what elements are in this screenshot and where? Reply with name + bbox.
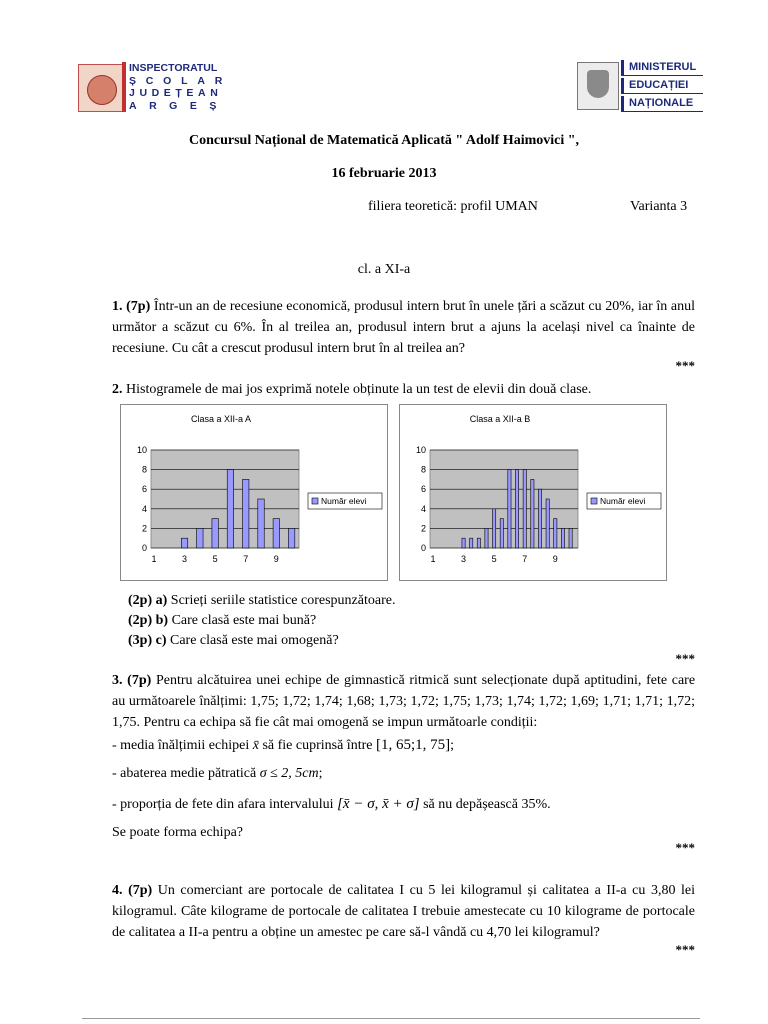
histogram-bar [470,538,473,548]
minister-line-2: EDUCAȚIEI [621,78,703,94]
condition-3-math: [x̄ − σ, x̄ + σ] [337,796,420,812]
varianta-label: Varianta 3 [630,199,688,214]
histogram-class-b [399,404,667,581]
condition-3-text-2: să nu depășească 35%. [423,797,551,812]
problem-1-text: Într-un an de recesiune economică, produsul intern brut în unele țări a scăzut cu 20%, iar în anul următor a scăzut cu 6%. În al treilea an, produsul intern brut a ajuns la același nivel ca înainte de recesiune. Cu cât a crescut produsul intern brut în al treilea an? [112,299,696,356]
problem-1-number: 1. [112,299,123,314]
y-tick-label: 2 [141,523,147,534]
problem-2-b-points: (2p) b) [128,613,169,628]
y-tick-label: 0 [141,543,147,553]
document-date: 16 februarie 2013 [331,166,437,181]
histogram-bar [515,470,518,548]
problem-4-number: 4. [112,883,123,898]
legend-label: Număr elevi [321,496,367,506]
y-tick-label: 2 [420,523,426,534]
histogram-bar [273,519,279,548]
minister-logo [577,60,703,112]
y-tick-label: 4 [420,503,426,514]
problem-2-number: 2. [112,382,123,397]
x-tick-label: 3 [182,554,188,564]
chart-title: Clasa a XII-a B [469,414,531,424]
problem-1-points: (7p) [126,299,151,314]
histogram-bar [227,470,233,548]
x-tick-label: 9 [273,554,279,564]
problem-2-a-points: (2p) a) [128,593,168,608]
legend-swatch [591,498,597,504]
problem-2 [112,379,695,400]
histogram-bar [508,470,511,548]
histogram-bar [531,479,534,548]
separator-stars: *** [675,840,695,855]
logo-line-2: ȘCOLAR [129,74,233,87]
histogram-bar [485,528,488,548]
problem-2-c-points: (3p) c) [128,633,167,648]
condition-1-text-2: să fie cuprinsă între [262,738,373,753]
x-tick-label: 9 [552,554,558,564]
inspectorat-logo [78,62,238,112]
problem-3-points: (7p) [127,673,152,688]
histogram-bar [288,528,294,548]
histogram-bar [258,499,264,548]
histogram-bar [462,538,465,548]
y-tick-label: 10 [136,445,147,455]
problem-3-number: 3. [112,673,123,688]
histogram-bar [538,489,541,548]
x-tick-label: 3 [461,554,467,564]
y-tick-label: 10 [415,445,426,455]
histogram-bar [477,538,480,548]
romania-coat-of-arms-icon [577,62,619,110]
separator-stars: *** [675,942,695,957]
problem-4 [112,880,695,943]
condition-2 [112,763,695,784]
problem-2-c-text: Care clasă este mai omogenă? [170,633,339,648]
y-tick-label: 6 [420,484,426,495]
x-tick-label: 5 [491,554,497,564]
document-title: Concursul Național de Matematică Aplicată " Adolf Haimovici ", [188,133,580,148]
condition-1-end: ; [450,738,455,753]
chart-title: Clasa a XII-a A [190,414,252,424]
logo-line-1: INSPECTORATUL [129,62,218,74]
histogram-class-a-svg [121,405,387,580]
histogram-class-a [120,404,388,581]
condition-3 [112,794,695,815]
histogram-bar [546,499,549,548]
histogram-bar [181,538,187,548]
histogram-bar [561,528,564,548]
histogram-bar [569,528,572,548]
histogram-class-b-svg [400,405,666,580]
problem-2-b [128,612,316,630]
problem-1 [112,296,695,359]
histogram-bar [197,528,203,548]
condition-2-text: - abaterea medie pătratică [112,766,257,781]
x-tick-label: 7 [522,554,528,564]
filiera-label: filiera teoretică: profil UMAN [368,199,538,214]
problem-4-points: (7p) [128,883,153,898]
problem-2-b-text: Care clasă este mai bună? [171,613,317,628]
footer-rule [82,1018,700,1019]
problem-2-a-text: Scrieți seriile statistice corespunzătoare. [170,593,396,608]
condition-3-text: - proporția de fete din afara intervalului [112,797,334,812]
minister-line-3: NAȚIONALE [621,96,703,112]
problem-4-text: Un comerciant are portocale de calitatea I cu 5 lei kilogramul și calitatea a II-a cu 3,80 lei kilogramul. Câte kilograme de portocale de calitatea I trebuie amestecate cu 10 kilograme de portocale de calitatea a II-a pentru a obține un amestec pe care să-l vândă cu 4,70 lei kilogramul? [112,883,696,940]
class-label: cl. a XI-a [357,262,411,277]
y-tick-label: 6 [141,484,147,495]
condition-2-end: ; [318,766,323,781]
x-tick-label: 1 [430,554,436,564]
y-tick-label: 4 [141,503,147,514]
problem-3-question: Se poate forma echipa? [112,825,243,840]
y-tick-label: 0 [420,543,426,553]
legend-label: Număr elevi [600,496,646,506]
condition-1-text: - media înălțimii echipei [112,738,250,753]
y-tick-label: 8 [141,464,147,475]
condition-1-variable: x̄ [252,738,259,753]
condition-1 [112,735,695,756]
problem-3-text: Pentru alcătuirea unei echipe de gimnastică ritmică sunt selecționate după aptitudini, fete care au următoarele înălțimi: 1,75; 1,72; 1,74; 1,68; 1,73; 1,72; 1,75; 1,73; 1,74; 1,72; 1,69; 1,71; 1,71; 1,72; 1,75. Pentru ca echipa să fie cât mai omogenă se impun următoarle condiții: [112,673,696,730]
y-tick-label: 8 [420,464,426,475]
condition-2-math: σ ≤ 2, 5cm [259,766,319,781]
histogram-bar [243,479,249,548]
problem-2-c [128,632,339,650]
logo-line-4: ARGEȘ [129,99,229,112]
problem-2-text: Histogramele de mai jos exprimă notele obținute la un test de elevii din două clase. [126,382,592,397]
inspectorat-crest-icon [78,64,124,112]
separator-stars: *** [675,651,695,666]
minister-line-1: MINISTERUL [621,60,703,76]
histogram-bar [500,519,503,548]
condition-1-interval: [1, 65;1, 75] [375,737,451,753]
legend-swatch [312,498,318,504]
x-tick-label: 7 [243,554,249,564]
problem-3 [112,670,695,733]
histogram-bar [523,470,526,548]
histogram-bar [554,519,557,548]
problem-2-a [128,592,395,610]
separator-stars: *** [675,358,695,373]
x-tick-label: 5 [212,554,218,564]
x-tick-label: 1 [151,554,157,564]
logo-line-3: JUDEȚEAN [129,87,223,99]
histogram-bar [212,519,218,548]
histogram-bar [493,509,496,548]
